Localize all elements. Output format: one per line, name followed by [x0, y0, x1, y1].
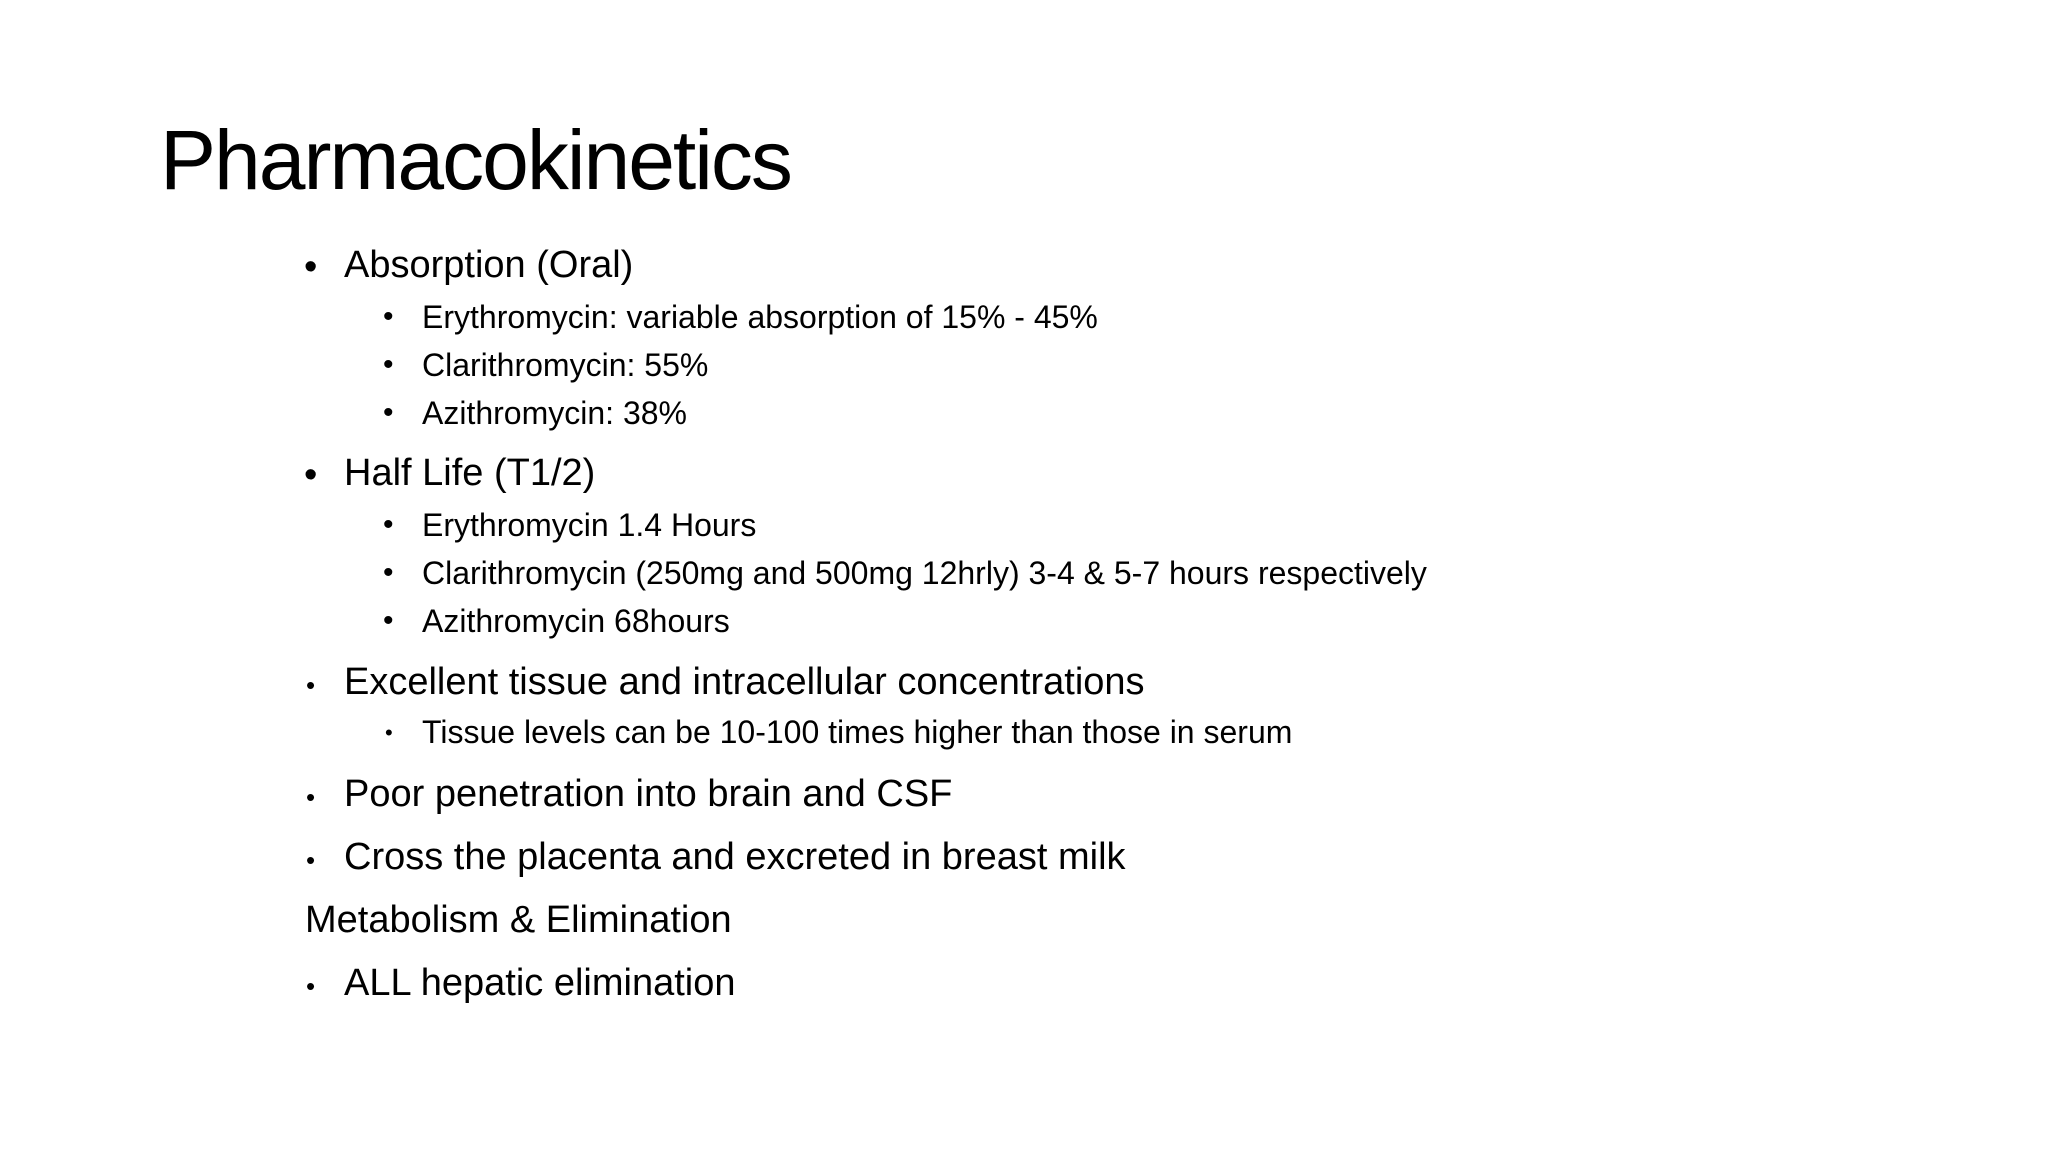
bullet-icon: • — [306, 782, 316, 812]
bullet-tissue-concentrations: Excellent tissue and intracellular concentrations — [344, 661, 1145, 703]
bullet-icon: • — [383, 300, 394, 333]
slide-title: Pharmacokinetics — [160, 113, 791, 207]
bullet-icon: • — [383, 348, 394, 381]
bullet-icon: • — [304, 454, 318, 496]
bullet-icon: • — [383, 556, 394, 589]
sub-bullet-erythromycin-half-life: Erythromycin 1.4 Hours — [422, 507, 757, 543]
sub-bullet-tissue-levels: Tissue levels can be 10-100 times higher than those in serum — [422, 714, 1293, 750]
bullet-half-life: Half Life (T1/2) — [344, 452, 596, 494]
bullet-poor-penetration: Poor penetration into brain and CSF — [344, 773, 953, 815]
bullet-placenta: Cross the placenta and excreted in breast milk — [344, 836, 1126, 878]
bullet-icon: • — [383, 604, 394, 637]
bullet-icon: • — [306, 845, 316, 875]
metabolism-elimination-label: Metabolism & Elimination — [305, 899, 732, 941]
bullet-icon: • — [383, 508, 394, 541]
sub-bullet-clarithromycin-absorption: Clarithromycin: 55% — [422, 347, 709, 383]
bullet-icon: • — [306, 971, 316, 1001]
bullet-icon: • — [383, 396, 394, 429]
sub-bullet-erythromycin-absorption: Erythromycin: variable absorption of 15% - 45% — [422, 299, 1098, 335]
bullet-hepatic-elimination: ALL hepatic elimination — [344, 962, 736, 1004]
sub-bullet-azithromycin-half-life: Azithromycin 68hours — [422, 603, 730, 639]
bullet-icon: • — [385, 720, 393, 745]
bullet-icon: • — [304, 246, 318, 288]
sub-bullet-azithromycin-absorption: Azithromycin: 38% — [422, 395, 687, 431]
bullet-absorption: Absorption (Oral) — [344, 244, 634, 286]
sub-bullet-clarithromycin-half-life: Clarithromycin (250mg and 500mg 12hrly) 3-4 & 5-7 hours respectively — [422, 555, 1427, 591]
bullet-icon: • — [306, 670, 316, 700]
